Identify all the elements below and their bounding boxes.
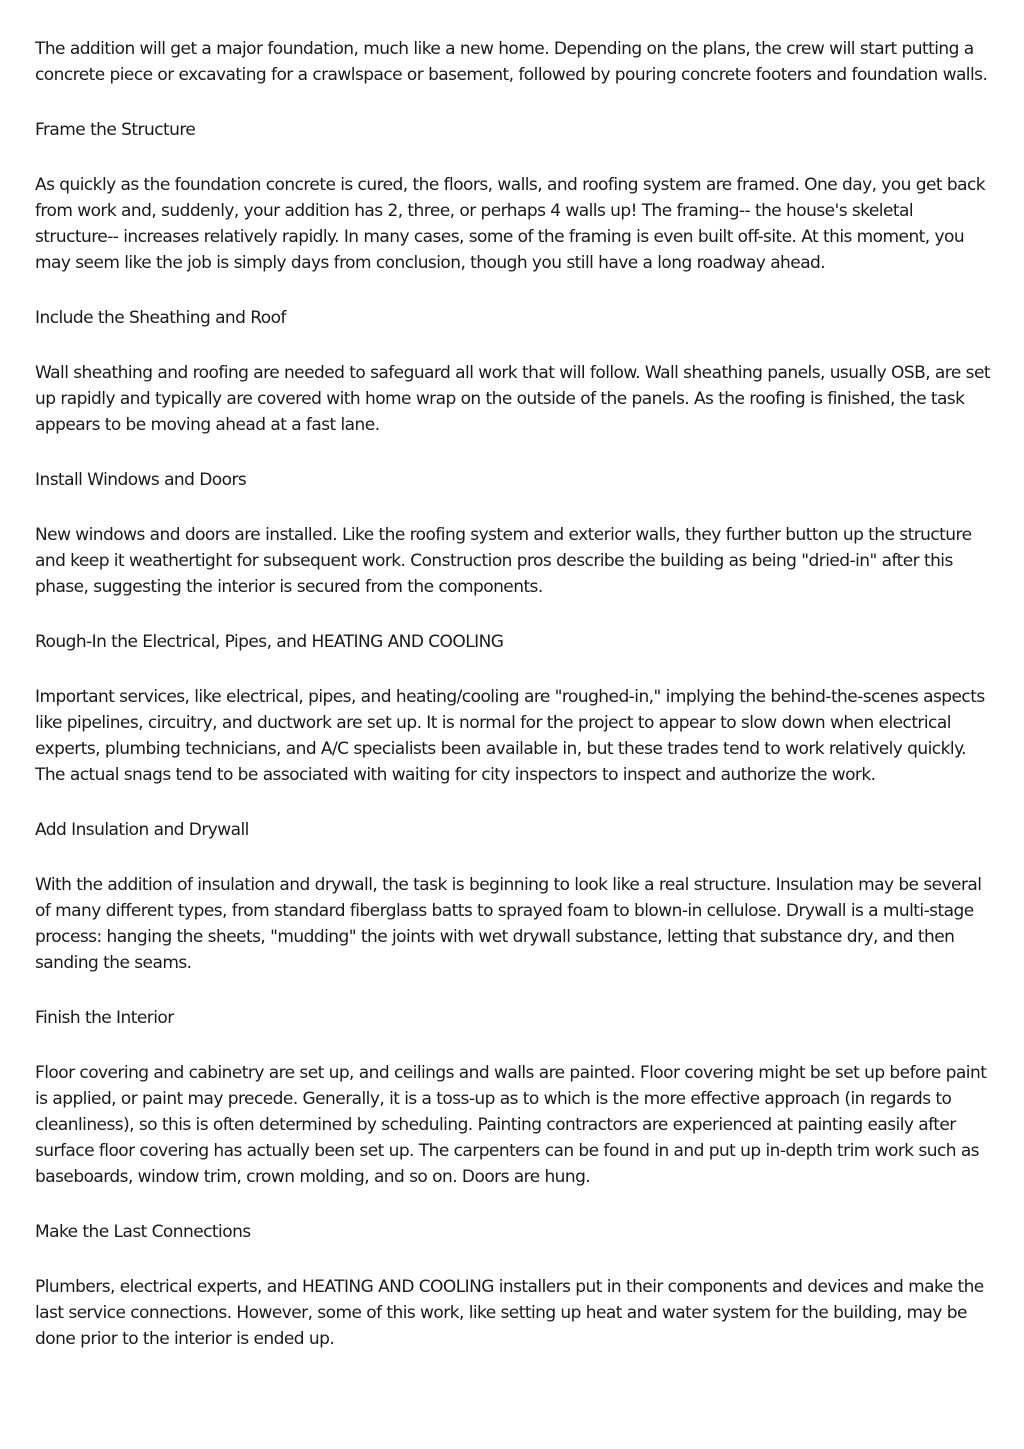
paragraph-framing: As quickly as the foundation concrete is cured, the floors, walls, and roofing system are framed. One day, you get back from work and, suddenly, your addition has 2, three, or perhaps 4 walls up! The framing-- the house's skeletal structure-- increases relatively rapidly. In many cases, some of the framing is even built off-site. At this moment, you may seem like the job is simply days from conclusion, though you still have a long roadway ahead. [35,175,986,273]
paragraph-foundation: The addition will get a major foundation, much like a new home. Depending on the plans, the crew will start putting a concrete piece or excavating for a crawlspace or basement, followed by pouring concrete footers and foundation walls. [35,39,988,85]
paragraph-windows-doors: New windows and doors are installed. Like the roofing system and exterior walls, they further button up the structure and keep it weathertight for subsequent work. Construction pros describe the building as being "dried-in" after this phase, suggesting the interior is secured from the components. [35,525,972,597]
section-heading-last-connections: Make the Last Connections [35,1222,251,1242]
section-heading-insulation-drywall: Add Insulation and Drywall [35,820,249,840]
paragraph-sheathing: Wall sheathing and roofing are needed to safeguard all work that will follow. Wall sheathing panels, usually OSB, are set up rapidly and typically are covered with home wrap on the outside of the panels. As the roofing is finished, the task appears to be moving ahead at a fast lane. [35,363,990,435]
paragraph-insulation-drywall: With the addition of insulation and drywall, the task is beginning to look like a real structure. Insulation may be several of many different types, from standard fiberglass batts to sprayed foam to blown-in cellulose. Drywall is a multi-stage process: hanging the sheets, "mudding" the joints with wet drywall substance, letting that substance dry, and then sanding the seams. [35,875,982,973]
section-heading-frame-structure: Frame the Structure [35,120,196,140]
document-body [35,36,993,1381]
section-heading-windows-doors: Install Windows and Doors [35,470,247,490]
section-heading-finish-interior: Finish the Interior [35,1008,174,1028]
section-heading-sheathing-roof: Include the Sheathing and Roof [35,308,286,328]
section-heading-rough-in: Rough-In the Electrical, Pipes, and HEATING AND COOLING [35,632,504,652]
paragraph-rough-in: Important services, like electrical, pipes, and heating/cooling are "roughed-in," implying the behind-the-scenes aspects like pipelines, circuitry, and ductwork are set up. It is normal for the project to appear to slow down when electrical experts, plumbing technicians, and A/C specialists been available in, but these trades tend to work relatively quickly. The actual snags tend to be associated with waiting for city inspectors to inspect and authorize the work. [35,687,985,785]
paragraph-last-connections: Plumbers, electrical experts, and HEATING AND COOLING installers put in their components and devices and make the last service connections. However, some of this work, like setting up heat and water system for the building, may be done prior to the interior is ended up. [35,1277,984,1349]
paragraph-finish-interior: Floor covering and cabinetry are set up, and ceilings and walls are painted. Floor covering might be set up before paint is applied, or paint may precede. Generally, it is a toss-up as to which is the more effective approach (in regards to cleanliness), so this is often determined by scheduling. Painting contractors are experienced at painting easily after surface floor covering has actually been set up. The carpenters can be found in and put up in-depth trim work such as baseboards, window trim, crown molding, and so on. Doors are hung. [35,1063,987,1187]
